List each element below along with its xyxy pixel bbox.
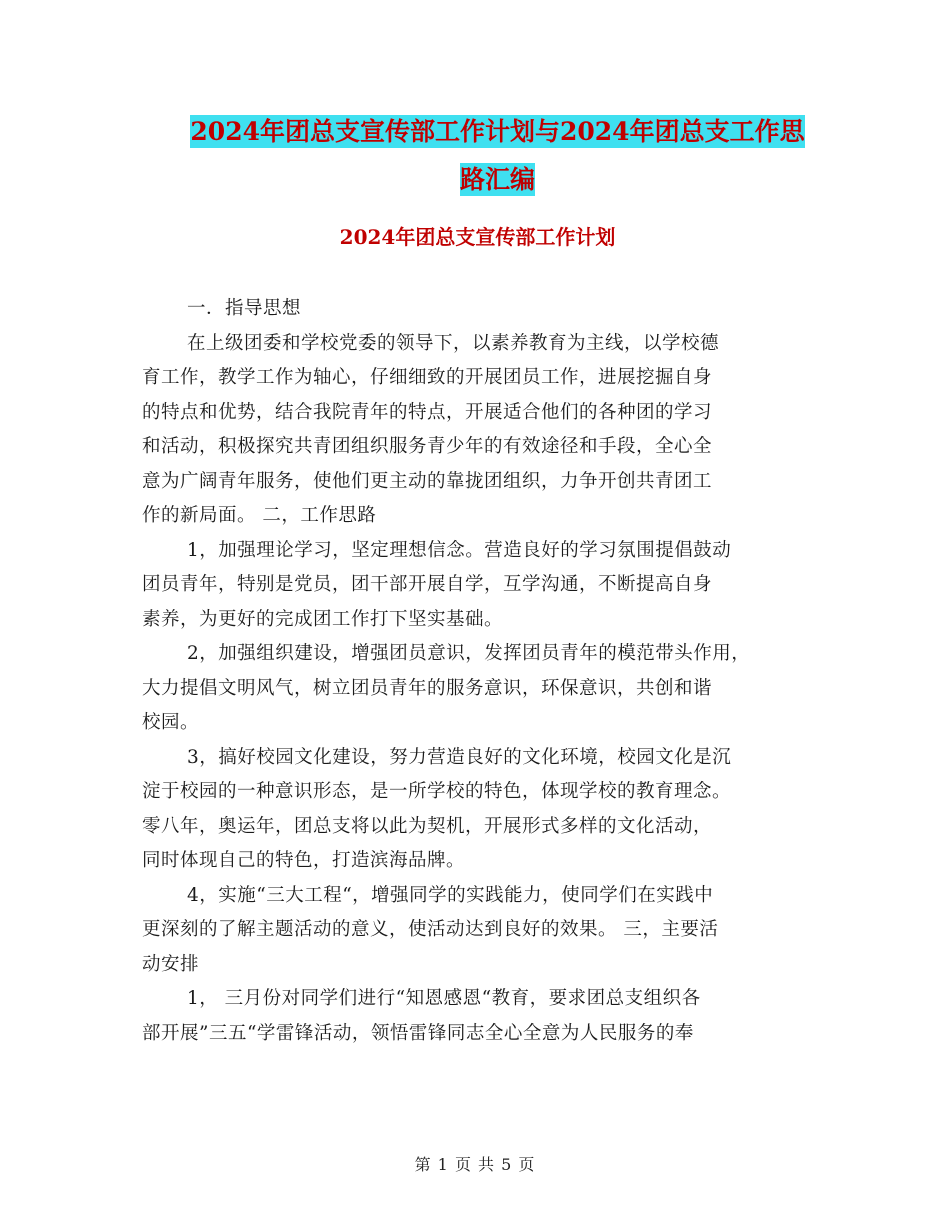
- text-line: 部开展”三五“学雷锋活动，领悟雷锋同志全心全意为人民服务的奉: [142, 1022, 694, 1044]
- page-footer: 第 1 页 共 5 页: [414, 1155, 536, 1174]
- title-line-2: 路汇编: [459, 165, 535, 194]
- text-line: 淀于校园的一种意识形态，是一所学校的特色，体现学校的教育理念。: [142, 781, 732, 802]
- body-text: [142, 292, 822, 1051]
- text-line: 校园。: [142, 712, 200, 733]
- text-line: 大力提倡文明风气，树立团员青年的服务意识，环保意识，共创和谐: [142, 677, 713, 699]
- text-line: 和活动，积极探究共青团组织服务青少年的有效途径和手段，全心全: [142, 436, 713, 457]
- text-line: 1，加强理论学习，坚定理想信念。营造良好的学习氛围提倡鼓动: [187, 539, 732, 561]
- text-line: 2，加强组织建设，增强团员意识，发挥团员青年的模范带头作用，: [187, 643, 751, 664]
- text-line: 4，实施“三大工程“，增强同学的实践能力，使同学们在实践中: [187, 884, 714, 906]
- section-title: 2024年团总支宣传部工作计划: [339, 225, 616, 249]
- text-line: 意为广阔青年服务，使他们更主动的靠拢团组织，力争开创共青团工: [142, 470, 713, 492]
- text-line: 在上级团委和学校党委的领导下，以素养教育为主线，以学校德: [187, 332, 720, 354]
- text-line: 作的新局面。 二，工作思路: [142, 505, 377, 526]
- text-line: 零八年，奥运年，团总支将以此为契机，开展形式多样的文化活动，: [142, 815, 713, 837]
- text-line: 动安排: [142, 953, 200, 975]
- text-line: 团员青年，特别是党员，团干部开展自学，互学沟通，不断提高自身: [142, 574, 713, 595]
- document-title: [140, 108, 855, 204]
- text-line: 的特点和优势，结合我院青年的特点，开展适合他们的各种团的学习: [142, 401, 713, 423]
- text-line: 1， 三月份对同学们进行“知恩感恩“教育，要求团总支组织各: [187, 988, 701, 1009]
- text-line: 育工作，教学工作为轴心，仔细细致的开展团员工作，进展挖掘自身: [142, 367, 713, 388]
- title-line-1: 2024年团总支宣传部工作计划与2024年团总支工作思: [190, 117, 805, 146]
- text-line: 更深刻的了解主题活动的意义，使活动达到良好的效果。 三，主要活: [142, 919, 719, 940]
- text-line: 素养，为更好的完成团工作打下坚实基础。: [142, 608, 504, 630]
- text-line: 同时体现自己的特色，打造滨海品牌。: [142, 850, 466, 871]
- text-line: 3，搞好校园文化建设，努力营造良好的文化环境，校园文化是沉: [187, 746, 732, 768]
- text-line: 一．指导思想: [187, 298, 302, 319]
